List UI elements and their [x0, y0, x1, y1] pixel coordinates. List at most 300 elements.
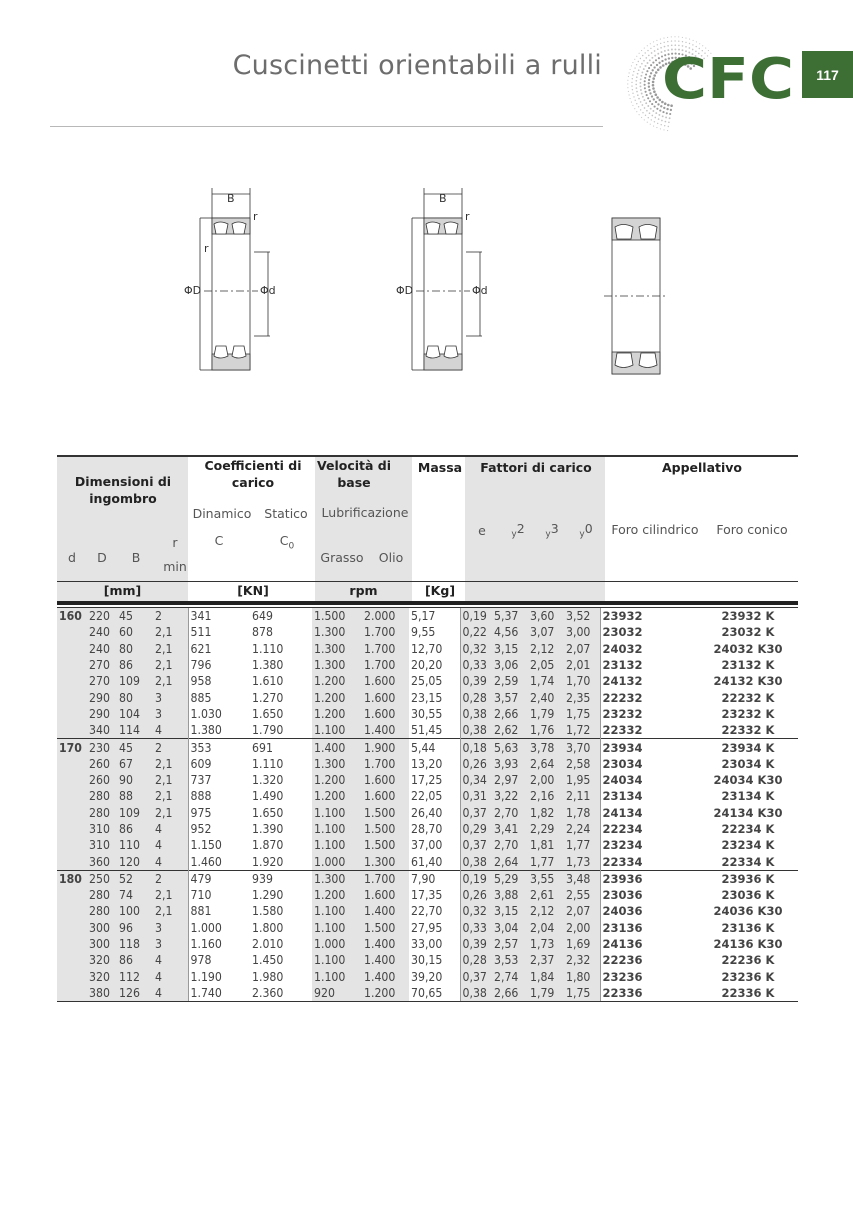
table-cell: 80 [117, 641, 153, 657]
logo-dot [636, 87, 638, 89]
logo-dot [640, 109, 641, 110]
logo-dot [654, 106, 656, 108]
table-cell: 23132 K [721, 658, 775, 673]
table-cell: 25,05 [411, 674, 443, 689]
header-lubrificazione: Lubrificazione [321, 505, 409, 520]
table-cell: 23134 [600, 788, 698, 804]
logo-dot [696, 41, 697, 42]
table-cell: 0,19 [460, 870, 492, 887]
table-cell: 5,17 [409, 608, 460, 625]
table-cell: 280 [87, 903, 117, 919]
table-cell [57, 920, 87, 936]
table-cell: 1,73 [564, 853, 600, 870]
logo-dot [689, 39, 690, 40]
logo-dot [634, 67, 635, 68]
table-cell: 1,82 [528, 805, 564, 821]
table-header [57, 455, 798, 605]
table-cell: 24134 [600, 805, 698, 821]
logo-dot [685, 42, 686, 43]
table-cell: 1.000 [312, 936, 362, 952]
table-cell: 2,00 [528, 772, 564, 788]
table-cell: 1.400 [362, 936, 409, 952]
table-cell: 1.100 [312, 722, 362, 739]
table-cell: 1.500 [362, 821, 409, 837]
table-row [57, 706, 798, 722]
label-d-2: Φd [472, 284, 488, 297]
logo-dot [671, 36, 672, 37]
logo-dot [651, 119, 652, 120]
table-cell: 2,70 [492, 837, 528, 853]
header-velocita: Velocità di base [316, 458, 392, 490]
table-cell: 3,60 [528, 608, 564, 625]
table-cell: 23134 K [721, 789, 775, 804]
table-cell: 2,04 [528, 920, 564, 936]
table-row [57, 689, 798, 705]
table-cell: 1.700 [362, 624, 409, 640]
table-cell: 1,77 [564, 837, 600, 853]
logo-dot [647, 62, 649, 64]
table-cell: 2,70 [492, 805, 528, 821]
label-B-2: B [439, 192, 447, 205]
table-cell: 51,45 [411, 723, 443, 738]
logo-dot [650, 72, 652, 74]
logo-dot [653, 46, 654, 47]
logo-dot [682, 45, 684, 47]
logo-dot [652, 84, 655, 87]
logo-dot [655, 101, 657, 103]
logo-dot [678, 45, 680, 47]
logo-dot [644, 87, 646, 89]
table-cell: 280 [87, 805, 117, 821]
table-cell: 1.200 [312, 788, 362, 804]
logo-dot [646, 94, 648, 96]
table-cell: 1.500 [362, 920, 409, 936]
logo-dot [643, 99, 645, 101]
bearing-drawing-cylindrical [178, 180, 288, 380]
table-cell: 1.300 [312, 870, 362, 887]
logo-dot [667, 45, 669, 47]
logo-dot [648, 79, 650, 81]
table-cell: 2,35 [564, 689, 600, 705]
table-cell: 353 [188, 739, 250, 756]
table-cell: 310 [87, 837, 117, 853]
table-cell: 885 [188, 689, 250, 705]
table-cell: 109 [117, 673, 153, 689]
page-number: 117 [802, 51, 853, 98]
table-cell: 2,1 [153, 887, 188, 903]
table-row [57, 756, 798, 772]
logo-dot [698, 53, 700, 55]
table-cell: 1.600 [362, 673, 409, 689]
table-cell: 70,65 [409, 985, 460, 1002]
table-cell: 2,64 [492, 853, 528, 870]
bearing-drawing-tapered [390, 180, 500, 380]
logo-dot [629, 94, 630, 95]
table-cell: 24136 K30 [713, 937, 783, 952]
logo-dot [645, 102, 647, 104]
table-cell: 2.010 [252, 937, 284, 952]
logo-dot [655, 71, 658, 74]
header-r: r [172, 535, 178, 550]
logo-dot [627, 83, 628, 84]
header-C: C [214, 533, 224, 548]
table-cell: 0,32 [460, 641, 492, 657]
logo-dot [651, 115, 653, 117]
table-cell: 24034 K30 [713, 773, 783, 788]
logo-dot [655, 59, 657, 61]
table-cell: 23132 [600, 657, 698, 673]
header-d: d [68, 550, 76, 565]
logo-dot [645, 91, 647, 93]
table-cell: 24032 [600, 641, 698, 657]
header-min: min [163, 559, 187, 574]
table-cell: 2,64 [528, 756, 564, 772]
table-cell: 0,26 [460, 756, 492, 772]
logo-dot [644, 84, 646, 86]
logo-dot [661, 124, 662, 125]
logo-dot [644, 119, 645, 120]
table-cell: 22336 [600, 985, 698, 1002]
table-cell: 112 [117, 969, 153, 985]
table-cell: 1.100 [312, 969, 362, 985]
table-cell [57, 936, 87, 952]
table-cell: 2,11 [564, 788, 600, 804]
label-D-2: ΦD [396, 284, 414, 297]
table-cell: 952 [188, 821, 250, 837]
table-cell: 3,04 [492, 920, 528, 936]
header-coefficienti: Coefficienti di carico [204, 458, 302, 490]
logo-dot [661, 51, 663, 53]
logo-dot [656, 40, 657, 41]
table-cell: 88 [117, 788, 153, 804]
table-cell: 1,95 [564, 772, 600, 788]
table-cell: 1.600 [362, 706, 409, 722]
table-cell: 30,55 [411, 706, 443, 721]
table-cell: 2,58 [564, 756, 600, 772]
table-cell: 2,1 [153, 788, 188, 804]
table-cell: 1.700 [362, 641, 409, 657]
table-cell: 1.600 [362, 788, 409, 804]
logo-dot [667, 41, 668, 42]
logo-dot [634, 108, 635, 109]
logo-dot [640, 58, 641, 59]
table-cell: 1,75 [564, 706, 600, 722]
logo-dot [630, 98, 631, 99]
table-cell: 1,79 [528, 706, 564, 722]
table-cell: 975 [188, 805, 250, 821]
table-cell: 109 [117, 805, 153, 821]
table-cell: 3,57 [492, 689, 528, 705]
table-cell: 1.900 [362, 739, 409, 756]
header-dimensioni: Dimensioni di ingombro [74, 474, 172, 506]
table-cell: 1,76 [528, 722, 564, 739]
table-cell: 24036 K30 [713, 904, 783, 919]
table-cell: 1.270 [252, 690, 284, 705]
table-cell: 2,1 [153, 805, 188, 821]
table-cell: 1.600 [362, 887, 409, 903]
logo-dot [652, 81, 655, 84]
table-cell: 2,00 [564, 920, 600, 936]
table-cell: 1,77 [528, 853, 564, 870]
table-row [57, 805, 798, 821]
table-cell: 110 [117, 837, 153, 853]
table-cell: 2,55 [564, 887, 600, 903]
table-cell: 1.600 [362, 689, 409, 705]
table-cell: 1.200 [312, 673, 362, 689]
logo-dot [647, 45, 648, 46]
logo-dot [639, 66, 641, 68]
table-cell: 86 [117, 952, 153, 968]
logo-dot [657, 103, 659, 105]
logo-dot [637, 73, 639, 75]
logo-dot [670, 109, 672, 111]
table-cell: 0,38 [460, 985, 492, 1002]
table-cell: 1,80 [564, 969, 600, 985]
table-cell: 96 [117, 920, 153, 936]
table-row [57, 739, 798, 756]
logo-dot [704, 53, 705, 54]
logo-dot [634, 59, 635, 60]
header-B: B [131, 550, 141, 565]
header-appellativo: Appellativo [661, 460, 743, 475]
logo-dot [682, 41, 683, 42]
table-cell [57, 821, 87, 837]
table-cell: 23036 [600, 887, 698, 903]
logo-dot [667, 130, 668, 131]
logo-dot [661, 101, 664, 104]
table-cell: 0,31 [460, 788, 492, 804]
table-cell: 1.100 [312, 805, 362, 821]
table-cell: 26,40 [411, 805, 443, 820]
table-cell: 2,1 [153, 624, 188, 640]
table-cell: 1.380 [188, 722, 250, 739]
table-cell: 2,1 [153, 756, 188, 772]
logo-dot [659, 99, 662, 102]
logo-dot [678, 41, 679, 42]
table-cell: 22,70 [411, 904, 443, 919]
table-cell: 1.650 [252, 706, 284, 721]
table-cell: 1.300 [312, 624, 362, 640]
logo-dot [657, 123, 658, 124]
table-cell: 5,44 [409, 739, 460, 756]
header-y3: $_y$3 [545, 521, 559, 540]
table-cell [57, 641, 87, 657]
table-cell: 978 [188, 952, 250, 968]
logo-dot [658, 62, 660, 64]
table-cell: 100 [117, 903, 153, 919]
table-cell: 22332 K [721, 723, 775, 738]
table-cell: 23136 [600, 920, 698, 936]
table-cell: 2,07 [564, 903, 600, 919]
table-cell: 0,19 [460, 608, 492, 625]
table-cell: 1.190 [188, 969, 250, 985]
logo-dot [692, 44, 693, 45]
header-olio: Olio [378, 550, 404, 565]
table-cell: 230 [87, 739, 117, 756]
table-cell [57, 969, 87, 985]
table-row [57, 657, 798, 673]
header-dinamico: Dinamico [192, 506, 252, 521]
table-cell: 0,33 [460, 920, 492, 936]
logo-dot [702, 45, 703, 46]
table-cell: 1.100 [312, 903, 362, 919]
label-r-side: r [204, 242, 209, 255]
table-cell: 1.030 [188, 706, 250, 722]
logo-dot [674, 36, 675, 37]
table-cell: 39,20 [411, 969, 443, 984]
bearing-table [57, 455, 798, 1002]
table-cell: 52 [117, 870, 153, 887]
table-cell: 3 [153, 689, 188, 705]
logo-dot [628, 91, 629, 92]
logo-dot [648, 55, 650, 57]
table-cell: 0,34 [460, 772, 492, 788]
logo-dot [660, 43, 661, 44]
table-cell: 511 [188, 624, 250, 640]
logo-dot [647, 105, 649, 107]
logo-dot [639, 53, 640, 54]
table-cell [57, 952, 87, 968]
logo-dot [644, 48, 645, 49]
logo-dot [674, 40, 675, 41]
table-cell: 3,15 [492, 903, 528, 919]
table-row [57, 936, 798, 952]
logo-dot [635, 84, 637, 86]
table-cell: 796 [188, 657, 250, 673]
logo-dot [641, 63, 643, 65]
logo-dot [660, 47, 662, 49]
table-cell: 3,22 [492, 788, 528, 804]
table-cell: 2,29 [528, 821, 564, 837]
logo-dot [628, 76, 629, 77]
table-cell: 2,16 [528, 788, 564, 804]
logo-dot [637, 94, 639, 96]
table-cell: 3,78 [528, 739, 564, 756]
logo-dot [636, 64, 637, 65]
table-cell: 7,90 [409, 870, 460, 887]
table-cell: 12,70 [411, 641, 443, 656]
table-row [57, 772, 798, 788]
table-cell: 3,00 [564, 624, 600, 640]
table-cell [57, 985, 87, 1002]
table-cell: 1.380 [252, 658, 284, 673]
table-cell: 22332 [600, 722, 698, 739]
table-cell: 118 [117, 936, 153, 952]
logo-dot [649, 92, 651, 94]
table-cell: 2,32 [564, 952, 600, 968]
table-cell: 2,07 [564, 641, 600, 657]
logo-dot [643, 68, 645, 70]
table-cell: 24132 [600, 673, 698, 689]
logo-dot [648, 89, 650, 91]
logo-dot [636, 103, 637, 104]
logo-dot [665, 116, 667, 118]
table-row [57, 985, 798, 1002]
table-cell: 360 [87, 853, 117, 870]
logo-dot [671, 44, 673, 46]
table-cell: 90 [117, 772, 153, 788]
logo-dot [669, 117, 671, 119]
table-cell: 22334 K [721, 854, 775, 869]
logo-dot [640, 78, 642, 80]
logo-dot [674, 48, 676, 50]
table-cell: 23234 [600, 837, 698, 853]
table-cell: 4 [153, 952, 188, 968]
table-cell: 1,81 [528, 837, 564, 853]
table-cell [57, 673, 87, 689]
table-cell: 23032 K [721, 625, 775, 640]
logo-dot [656, 96, 659, 99]
logo-dot [667, 49, 669, 51]
table-cell: 0,32 [460, 903, 492, 919]
table-cell: 23232 [600, 706, 698, 722]
table-cell: 2,97 [492, 772, 528, 788]
logo-dot [685, 46, 687, 48]
logo-dot [632, 89, 633, 90]
table-cell: 0,38 [460, 706, 492, 722]
table-cell: 104 [117, 706, 153, 722]
logo-dot [685, 50, 687, 52]
logo-text: CFC [662, 55, 794, 101]
table-cell: 1.920 [252, 854, 284, 869]
table-cell: 1.600 [362, 772, 409, 788]
logo-dot [661, 120, 663, 122]
table-cell [57, 837, 87, 853]
logo-dot [636, 56, 637, 57]
table-row [57, 903, 798, 919]
table-cell: 23032 [600, 624, 698, 640]
logo-dot [633, 96, 634, 97]
table-cell: 1.870 [252, 838, 284, 853]
table-cell: 1.400 [362, 969, 409, 985]
table-cell [57, 756, 87, 772]
unit-mm: [mm] [103, 583, 142, 598]
table-cell: 23234 K [721, 838, 775, 853]
table-cell: 3,88 [492, 887, 528, 903]
logo-dot [682, 37, 683, 38]
logo-dot [666, 108, 668, 110]
table-cell: 2,66 [492, 985, 528, 1002]
logo-dot [630, 69, 631, 70]
table-cell: 3,07 [528, 624, 564, 640]
table-cell: 691 [250, 739, 312, 756]
table-cell: 3,55 [528, 870, 564, 887]
table-cell: 23934 [600, 739, 698, 756]
logo-dot [666, 112, 668, 114]
table-cell: 1.500 [362, 805, 409, 821]
table-cell: 1.700 [362, 870, 409, 887]
logo-dot [699, 43, 700, 44]
logo-dot [678, 36, 679, 37]
logo-dot [645, 57, 647, 59]
table-cell: 22232 [600, 689, 698, 705]
table-cell: 609 [188, 756, 250, 772]
table-cell: 341 [188, 608, 250, 625]
logo-dot [663, 38, 664, 39]
table-cell: 0,26 [460, 887, 492, 903]
logo-dot [657, 48, 659, 50]
logo-dot [659, 110, 661, 112]
logo-dot [638, 98, 640, 100]
logo-dot [650, 124, 651, 125]
table-cell: 1.200 [312, 689, 362, 705]
table-cell: 22,05 [411, 789, 443, 804]
table-cell: 1.300 [312, 641, 362, 657]
label-r-2: r [465, 210, 470, 223]
table-cell [57, 903, 87, 919]
table-cell: 0,28 [460, 952, 492, 968]
logo-dot [631, 102, 632, 103]
